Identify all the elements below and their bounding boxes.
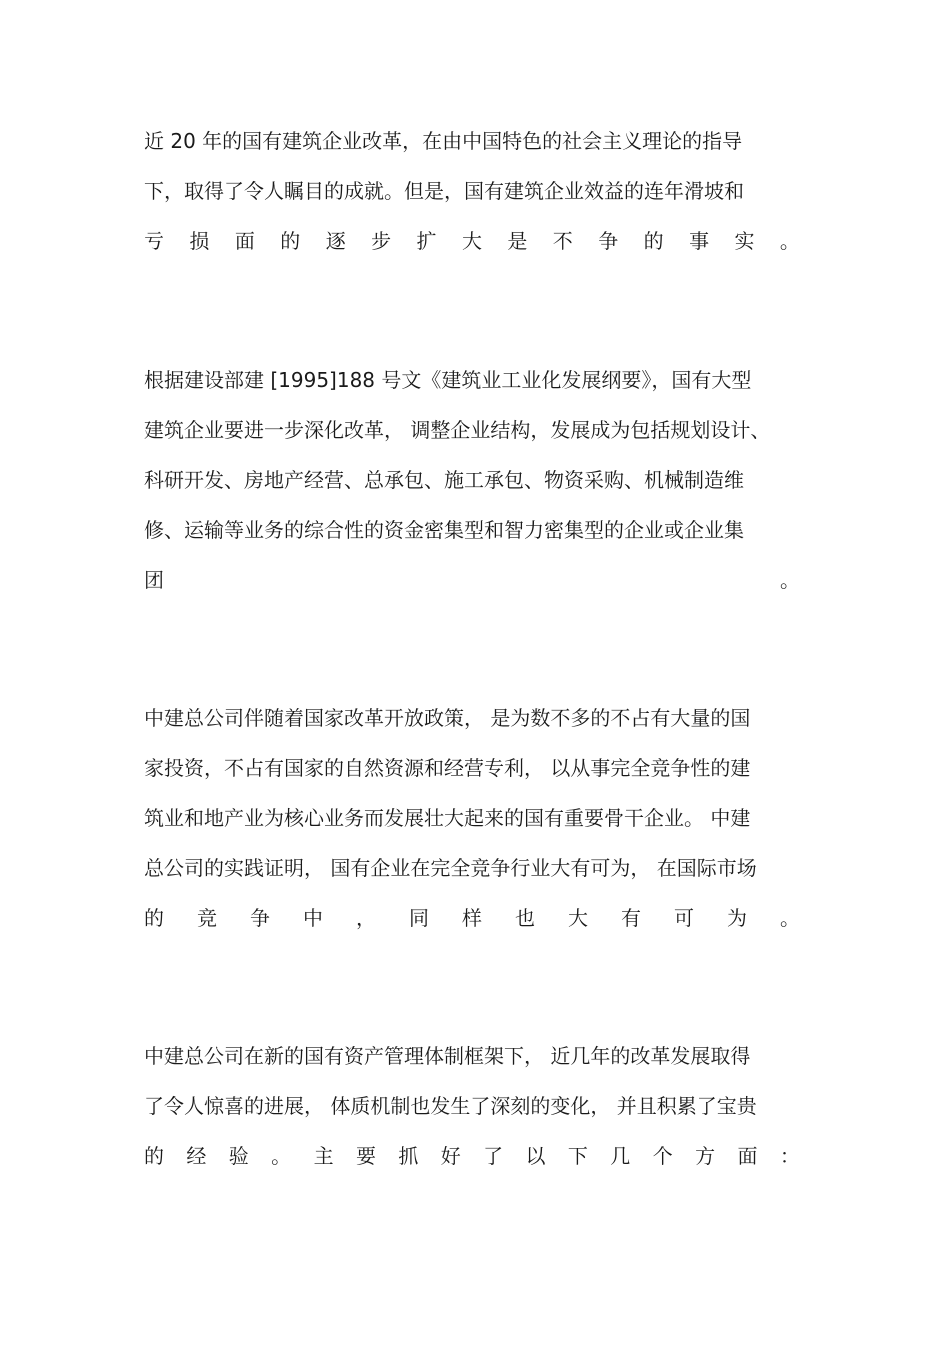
char: 的 (144, 906, 164, 930)
char: 步 (371, 229, 392, 253)
char: 。 (271, 1144, 292, 1168)
char: 。 (780, 906, 800, 930)
char: 团 (144, 568, 164, 592)
paragraph-2-line-3: 科研开发、房地产经营、总承包、施工承包、物资采购、机械制造维 (144, 468, 744, 492)
char: 。 (780, 568, 800, 592)
char: 样 (462, 906, 482, 930)
char: 下 (567, 1144, 588, 1168)
paragraph-3-line-3: 筑业和地产业为核心业务而发展壮大起来的国有重要骨干企业。 中建 (144, 806, 751, 830)
paragraph-1-line-2: 下，取得了令人瞩目的成就。但是，国有建筑企业效益的连年滑坡和 (144, 179, 744, 203)
char: 不 (552, 229, 573, 253)
paragraph-3-line-1: 中建总公司伴随着国家改革开放政策， 是为数不多的不占有大量的国 (144, 706, 751, 730)
char: 事 (689, 229, 710, 253)
paragraph-2-line-2: 建筑企业要进一步深化改革， 调整企业结构，发展成为包括规划设计、 (144, 418, 771, 442)
paragraph-4-line-3 (144, 1141, 800, 1171)
paragraph-3-line-4: 总公司的实践证明， 国有企业在完全竞争行业大有可为， 在国际市场 (144, 856, 757, 880)
paragraph-2-line-1: 根据建设部建 [1995]188 号文《建筑业工业化发展纲要》，国有大型 (144, 368, 752, 392)
char: 了 (483, 1144, 504, 1168)
char: 可 (674, 906, 694, 930)
paragraph-2-line-5 (144, 565, 800, 595)
char: 实 (734, 229, 755, 253)
char: 损 (189, 229, 210, 253)
paragraph-2-line-4: 修、运输等业务的综合性的资金密集型和智力密集型的企业或企业集 (144, 518, 744, 542)
char: ， (356, 906, 376, 930)
char: 以 (525, 1144, 546, 1168)
char: 抓 (398, 1144, 419, 1168)
char: 逐 (325, 229, 346, 253)
char: 争 (598, 229, 619, 253)
char: 竞 (197, 906, 217, 930)
char: 个 (652, 1144, 673, 1168)
paragraph-3-line-5 (144, 903, 800, 933)
char: 方 (695, 1144, 716, 1168)
char: 扩 (416, 229, 437, 253)
char: 中 (303, 906, 323, 930)
char: ： (779, 1144, 800, 1168)
char: 大 (568, 906, 588, 930)
char: 同 (409, 906, 429, 930)
char: 主 (313, 1144, 334, 1168)
char: 有 (621, 906, 641, 930)
char: 面 (234, 229, 255, 253)
char: 的 (280, 229, 301, 253)
char: 的 (643, 229, 664, 253)
char: 的 (144, 1144, 164, 1168)
char: 为 (727, 906, 747, 930)
paragraph-1-line-3 (144, 226, 800, 256)
paragraph-4-line-1: 中建总公司在新的国有资产管理体制框架下， 近几年的改革发展取得 (144, 1044, 751, 1068)
paragraph-1-line-1: 近 20 年的国有建筑企业改革，在由中国特色的社会主义理论的指导 (144, 129, 743, 153)
char: 亏 (144, 229, 164, 253)
char: 。 (779, 229, 800, 253)
char: 经 (186, 1144, 207, 1168)
char: 验 (228, 1144, 249, 1168)
char: 几 (610, 1144, 631, 1168)
char: 是 (507, 229, 528, 253)
paragraph-3-line-2: 家投资，不占有国家的自然资源和经营专利， 以从事完全竞争性的建 (144, 756, 751, 780)
char: 也 (515, 906, 535, 930)
char: 好 (440, 1144, 461, 1168)
char: 争 (250, 906, 270, 930)
char: 要 (355, 1144, 376, 1168)
char: 面 (737, 1144, 758, 1168)
char: 大 (461, 229, 482, 253)
paragraph-4-line-2: 了令人惊喜的进展， 体质机制也发生了深刻的变化， 并且积累了宝贵 (144, 1094, 757, 1118)
